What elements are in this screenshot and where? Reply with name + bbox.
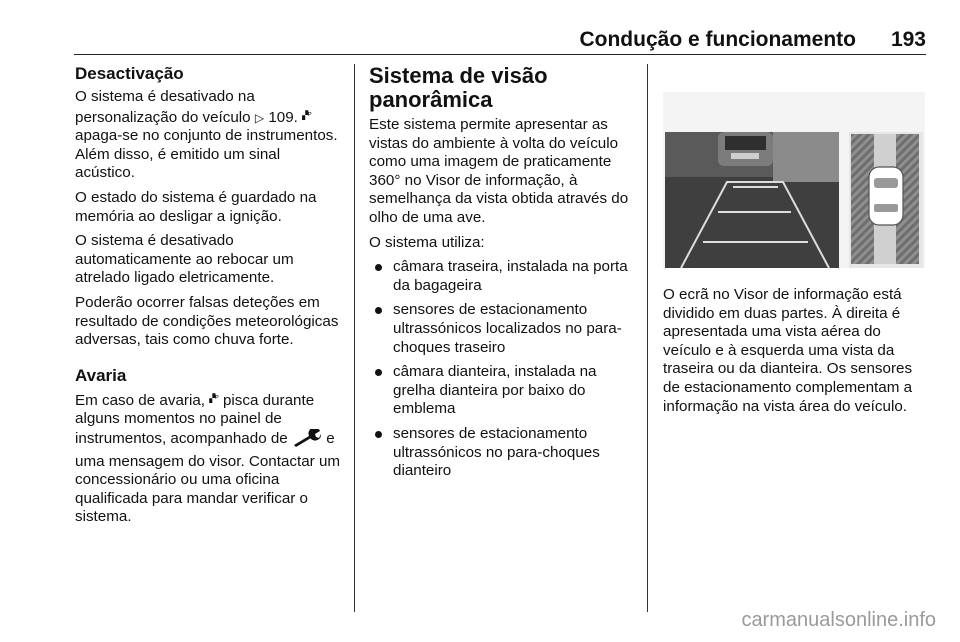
surround-view-illustration bbox=[663, 92, 925, 268]
section-title: Condução e funcionamento bbox=[579, 28, 856, 51]
paragraph: O estado do sistema é guardado na memória ao desligar a ignição. bbox=[75, 188, 317, 225]
bullet-icon bbox=[375, 307, 382, 314]
page-reference-icon: ▷ bbox=[254, 110, 265, 125]
page-header bbox=[74, 28, 926, 55]
list-item: sensores de estacionamento ultrassónicos no para-choques dianteiro bbox=[369, 425, 639, 481]
bullet-icon bbox=[375, 369, 382, 376]
paragraph: Em caso de avaria, $^{▞ᴾ}$ pisca durante alguns momentos no painel de instrumentos, acompanhado de e uma mensagem do visor. Contactar um concessionário ou uma oficina qualificada para mandar verificar o sistema. bbox=[75, 391, 341, 526]
paragraph: Este sistema permite apresentar as vistas do ambiente à volta do veículo como uma imagem de praticamente 360° no Visor de informação, à semelhança da vista obtida através do olho de uma ave. bbox=[369, 116, 629, 226]
bullet-list bbox=[369, 258, 639, 481]
column-right bbox=[663, 64, 931, 422]
heading-sistema-visao: Sistema de visão panorâmica bbox=[369, 63, 548, 112]
column-left bbox=[75, 64, 343, 533]
paragraph: O sistema é desativado automaticamente ao rebocar um atrelado ligado eletricamente. bbox=[75, 232, 294, 287]
column-divider bbox=[354, 64, 355, 612]
list-item: câmara dianteira, instalada na grelha dianteira por baixo do emblema bbox=[369, 363, 639, 419]
car-top-icon bbox=[869, 167, 903, 225]
paragraph: O sistema é desativado na personalização do veículo ▷ 109. $^{▞ᴾ}$ apaga-se no conjunto de instrumentos. Além disso, é emitido um sinal acústico. bbox=[75, 88, 338, 182]
list-item: câmara traseira, instalada na porta da bagageira bbox=[369, 258, 639, 295]
bullet-icon bbox=[375, 264, 382, 271]
heading-desactivacao: Desactivação bbox=[75, 64, 184, 83]
paragraph: O sistema utiliza: bbox=[369, 233, 485, 251]
page-reference[interactable]: 109. bbox=[268, 108, 298, 126]
park-assist-icon: ▞ᴾ bbox=[209, 393, 219, 403]
paragraph: Poderão ocorrer falsas deteções em resultado de condições meteorológicas adversas, tais como chuva forte. bbox=[75, 293, 339, 349]
wrench-icon bbox=[292, 429, 322, 453]
watermark: carmanualsonline.info bbox=[741, 609, 936, 631]
park-assist-icon: ▞ᴾ bbox=[302, 110, 312, 120]
surround-view-svg bbox=[663, 92, 925, 268]
bullet-icon bbox=[375, 431, 382, 438]
page-number: 193 bbox=[890, 28, 926, 51]
column-middle bbox=[369, 64, 639, 487]
list-item: sensores de estacionamento ultrassónicos localizados no para-choques traseiro bbox=[369, 301, 639, 357]
figure-caption: O ecrã no Visor de informação está dividido em duas partes. À direita é apresentada uma vista aérea do veículo e à esquerda uma vista da traseira ou da dianteira. Os sensores de estacionamento complementam a informação na vista área do veículo. bbox=[663, 286, 913, 415]
heading-avaria: Avaria bbox=[75, 365, 127, 385]
column-divider bbox=[647, 64, 648, 612]
